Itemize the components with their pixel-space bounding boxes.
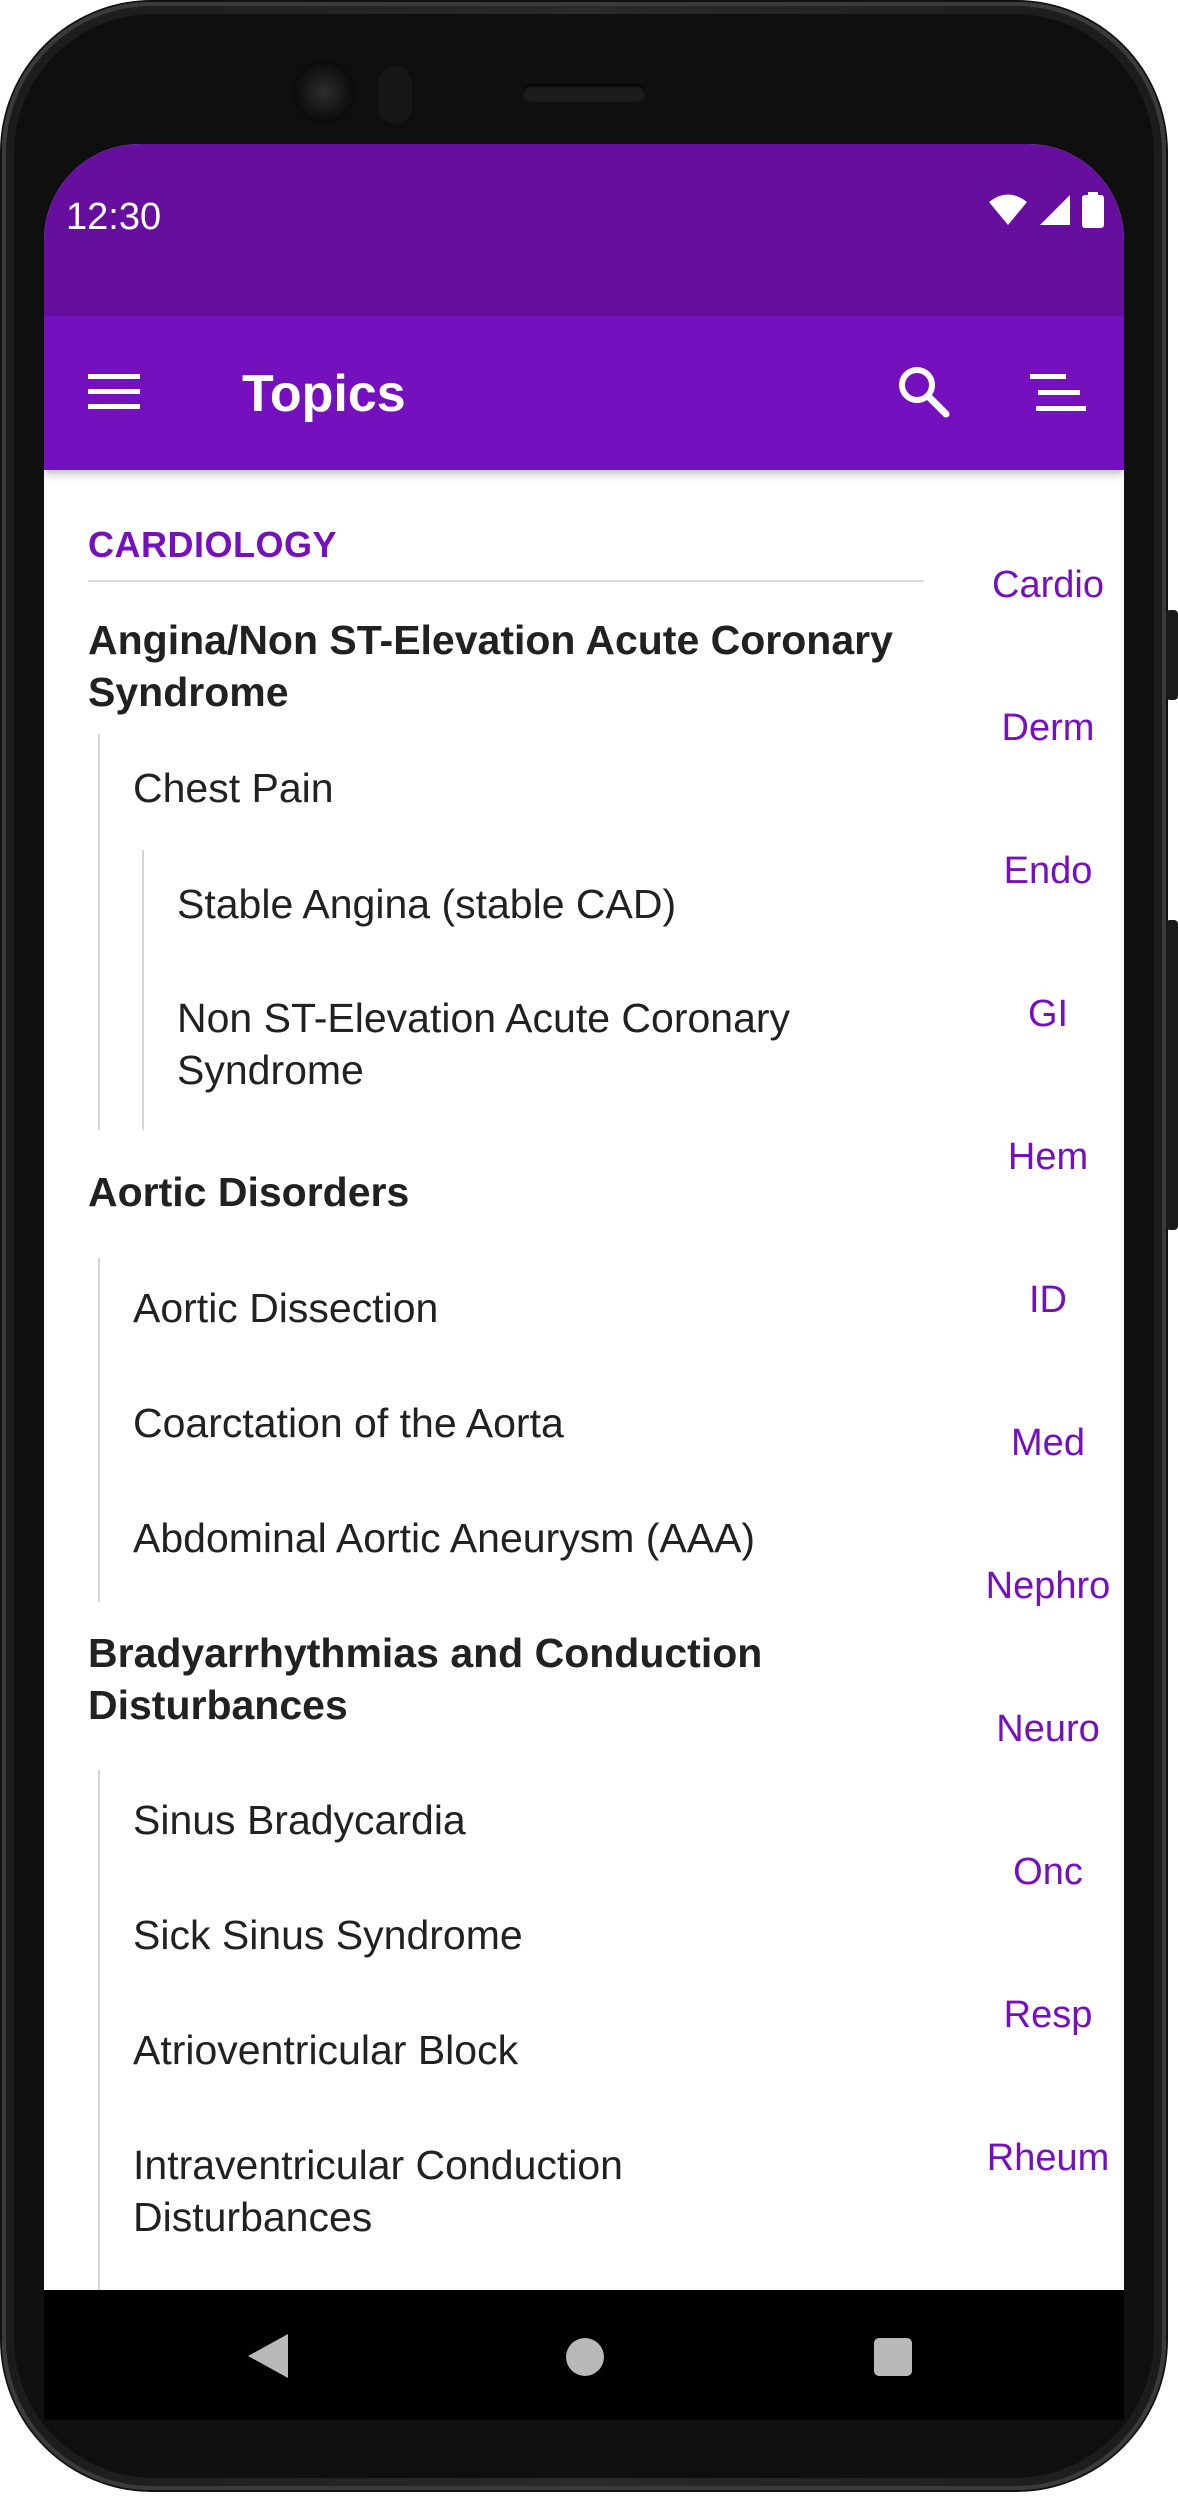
hamburger-menu-icon[interactable] (86, 368, 142, 416)
home-icon[interactable] (566, 2338, 604, 2376)
topic-ivcd[interactable] (133, 2139, 623, 2243)
topic-chest-pain[interactable]: Chest Pain (133, 765, 334, 811)
topic-stable-angina[interactable]: Stable Angina (stable CAD) (177, 881, 677, 927)
battery-icon (1082, 192, 1104, 228)
search-icon[interactable] (894, 362, 954, 422)
proximity-sensor (378, 66, 412, 124)
recents-icon[interactable] (874, 2338, 912, 2376)
index-item-neuro[interactable]: Neuro (996, 1708, 1100, 1750)
side-button-volume (1166, 920, 1178, 1230)
index-item-derm[interactable]: Derm (1001, 707, 1095, 749)
topic-sinus-bradycardia[interactable]: Sinus Bradycardia (133, 1797, 466, 1843)
page-title: Topics (242, 365, 406, 423)
tree-guide-line (142, 850, 144, 1130)
index-item-med[interactable]: Med (1011, 1422, 1085, 1464)
index-item-endo[interactable]: Endo (1003, 850, 1093, 892)
sort-icon[interactable] (1028, 368, 1088, 418)
topic-nste-acs[interactable] (177, 992, 790, 1096)
tree-guide-line (98, 1770, 100, 2290)
topic-title-line: Disturbances (88, 1682, 348, 1728)
front-camera (292, 60, 356, 124)
index-item-resp[interactable]: Resp (1003, 1994, 1093, 2036)
topic-sick-sinus[interactable]: Sick Sinus Syndrome (133, 1912, 523, 1958)
app-bar (44, 316, 1124, 470)
section-index-bar[interactable] (972, 470, 1124, 2290)
topic-list[interactable] (44, 470, 1124, 2290)
topic-aortic-disorders[interactable]: Aortic Disorders (88, 1169, 410, 1215)
topic-aaa[interactable]: Abdominal Aortic Aneurysm (AAA) (133, 1515, 756, 1561)
topic-title-line: Syndrome (177, 1047, 364, 1093)
tree-guide-line (98, 1258, 100, 1602)
index-item-id[interactable]: ID (1029, 1279, 1067, 1321)
navigation-bar (44, 2290, 1124, 2420)
topic-title-line: Syndrome (88, 669, 289, 715)
topic-av-block[interactable]: Atrioventricular Block (133, 2027, 519, 2073)
topic-angina-nste-acs[interactable] (88, 614, 893, 718)
topic-title-line: Bradyarrhythmias and Conduction (88, 1630, 763, 1676)
index-item-nephro[interactable]: Nephro (985, 1565, 1111, 1607)
index-item-gi[interactable]: GI (1027, 993, 1069, 1035)
wifi-icon (988, 193, 1028, 227)
topic-title-line: Angina/Non ST-Elevation Acute Coronary (88, 617, 893, 663)
cell-signal-icon (1038, 193, 1072, 227)
index-item-rheum[interactable]: Rheum (986, 2137, 1110, 2179)
section-header-cardiology: CARDIOLOGY (88, 524, 338, 565)
status-time: 12:30 (66, 196, 162, 238)
back-icon[interactable] (246, 2332, 290, 2380)
tree-guide-line (98, 734, 100, 1130)
status-icons (988, 192, 1104, 228)
topic-coarctation[interactable]: Coarctation of the Aorta (133, 1400, 564, 1446)
index-item-hem[interactable]: Hem (1007, 1136, 1089, 1178)
earpiece-speaker (522, 84, 646, 102)
topic-title-line: Disturbances (133, 2194, 373, 2240)
index-item-cardio[interactable]: Cardio (992, 564, 1104, 606)
screen (44, 144, 1124, 2420)
topic-aortic-dissection[interactable]: Aortic Dissection (133, 1285, 439, 1331)
topic-title-line: Non ST-Elevation Acute Coronary (177, 995, 791, 1041)
index-item-onc[interactable]: Onc (1013, 1851, 1083, 1893)
topic-bradyarrhythmias[interactable] (88, 1627, 762, 1731)
section-divider (88, 580, 924, 582)
side-button-top (1166, 610, 1178, 700)
topic-title-line: Intraventricular Conduction (133, 2142, 623, 2188)
status-bar (44, 144, 1124, 316)
